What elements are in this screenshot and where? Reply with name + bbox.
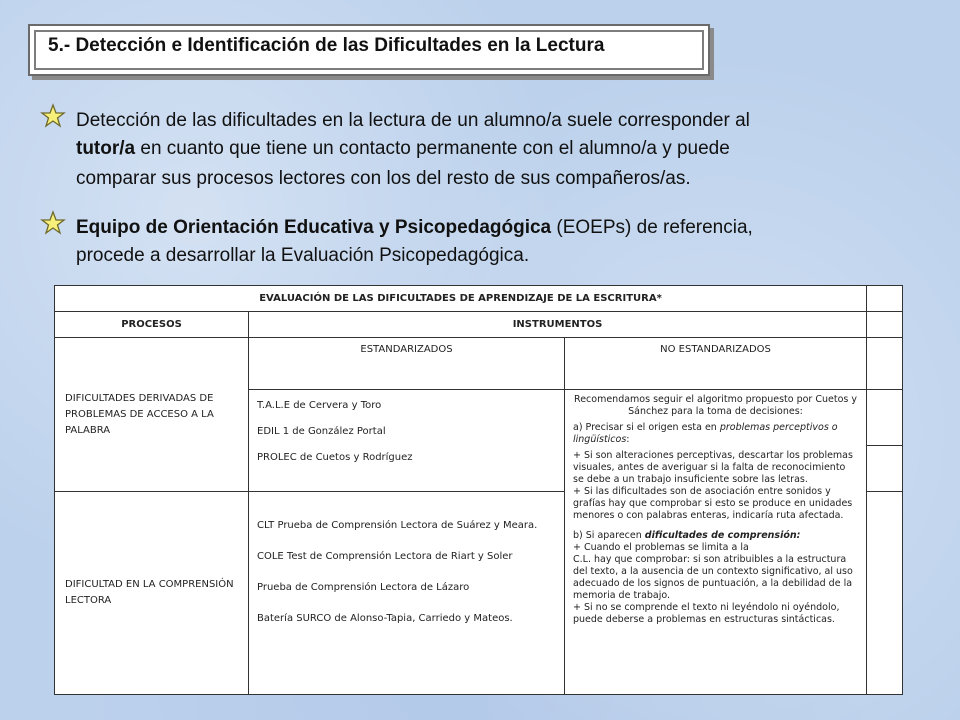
ne-step-a-suffix: :	[626, 434, 630, 445]
table-side-cell	[867, 338, 903, 390]
ne-step-a-ital: problemas perceptivos o lingüísticos	[573, 422, 838, 445]
evaluation-table	[54, 285, 903, 695]
star-icon	[40, 210, 66, 236]
table-row	[55, 338, 903, 390]
bullet-1-line-1: Detección de las dificultades en la lectura de un alumno/a suele corresponder al	[76, 110, 750, 131]
list-item: CLT Prueba de Comprensión Lectora de Suárez y Meara.	[257, 520, 538, 531]
header-procesos: PROCESOS	[55, 312, 249, 338]
list-item: PROLEC de Cuetos y Rodríguez	[257, 452, 413, 463]
process-reading-comprehension: DIFICULTAD EN LA COMPRENSIÓN LECTORA	[55, 492, 249, 695]
process-word-access: DIFICULTADES DERIVADAS DE PROBLEMAS DE ACCESO A LA PALABRA	[55, 338, 249, 492]
ne-step-b2: C.L. hay que comprobar: si son atribuibles a la estructura del texto, a la ausencia de un contexto significativo, al uso adecuado de los signos de puntuación, a la debilidad de la memoria de trabajo.	[573, 554, 853, 601]
bullet-1-line-2-rest: en cuanto que tiene un contacto permanente con el alumno/a y puede	[135, 138, 730, 159]
list-item: COLE Test de Comprensión Lectora de Riart y Soler	[257, 551, 513, 562]
ne-step-b3: + Si no se comprende el texto ni leyéndolo ni oyéndolo, puede deberse a problemas en estructuras sintácticas.	[573, 602, 840, 625]
ne-step-b-prefix: b) Si aparecen	[573, 530, 645, 541]
bullet-2-line-2: procede a desarrollar la Evaluación Psicopedagógica.	[76, 245, 530, 266]
bullet-1-line-2	[76, 135, 874, 163]
ne-step-b	[573, 530, 858, 542]
table-title: EVALUACIÓN DE LAS DIFICULTADES DE APRENDIZAJE DE LA ESCRITURA*	[55, 286, 867, 312]
bullet-2-line-1	[76, 214, 874, 242]
ne-step-b1: + Cuando el problemas se limita a la	[573, 542, 749, 553]
header-estandarizados: ESTANDARIZADOS	[249, 338, 565, 390]
table-row	[55, 312, 903, 338]
table-row	[55, 286, 903, 312]
bullet-1-line-3: comparar sus procesos lectores con los del resto de sus compañeros/as.	[76, 168, 691, 189]
table-side-cell	[867, 390, 903, 446]
non-standardized-guidance	[565, 390, 867, 695]
ne-step-a	[573, 422, 858, 446]
list-item: Batería SURCO de Alonso-Tapia, Carriedo y Mateos.	[257, 613, 513, 624]
ne-step-a-prefix: a) Precisar si el origen esta en	[573, 422, 720, 433]
bullet-2-line-1-rest: (EOEPs) de referencia,	[551, 217, 753, 238]
bullet-2	[44, 214, 874, 270]
list-item: EDIL 1 de González Portal	[257, 426, 386, 437]
standardized-tests-2	[249, 492, 565, 695]
ne-step-b-bold: dificultades de comprensión:	[644, 530, 801, 541]
slide-title-box	[28, 24, 710, 76]
list-item: T.A.L.E de Cervera y Toro	[257, 400, 382, 411]
header-no-estandarizados: NO ESTANDARIZADOS	[565, 338, 867, 390]
ne-step-a2: + Si las dificultades son de asociación entre sonidos y grafías hay que comprobar si esto se produce en unidades menores o con palabras enteras, indicaría ruta afectada.	[573, 486, 853, 521]
bullet-1	[44, 107, 874, 193]
ne-intro: Recomendamos seguir el algoritmo propuesto por Cuetos y Sánchez para la toma de decisiones:	[574, 394, 857, 417]
list-item: Prueba de Comprensión Lectora de Lázaro	[257, 582, 470, 593]
table-side-cell	[867, 492, 903, 695]
bullet-1-bold: tutor/a	[76, 138, 136, 159]
table-side-cell	[867, 446, 903, 492]
header-instrumentos: INSTRUMENTOS	[249, 312, 867, 338]
table-side-cell	[867, 312, 903, 338]
table-side-cell	[867, 286, 903, 312]
star-icon	[40, 103, 66, 129]
slide-title: 5.- Detección e Identificación de las Dificultades en la Lectura	[48, 35, 605, 56]
ne-step-a1: + Si son alteraciones perceptivas, descartar los problemas visuales, antes de averiguar si la falta de reconocimiento se debe a un trabajo insuficiente sobre las letras.	[573, 450, 853, 485]
standardized-tests-1	[249, 390, 565, 492]
bullet-2-bold: Equipo de Orientación Educativa y Psicopedagógica	[76, 217, 552, 238]
